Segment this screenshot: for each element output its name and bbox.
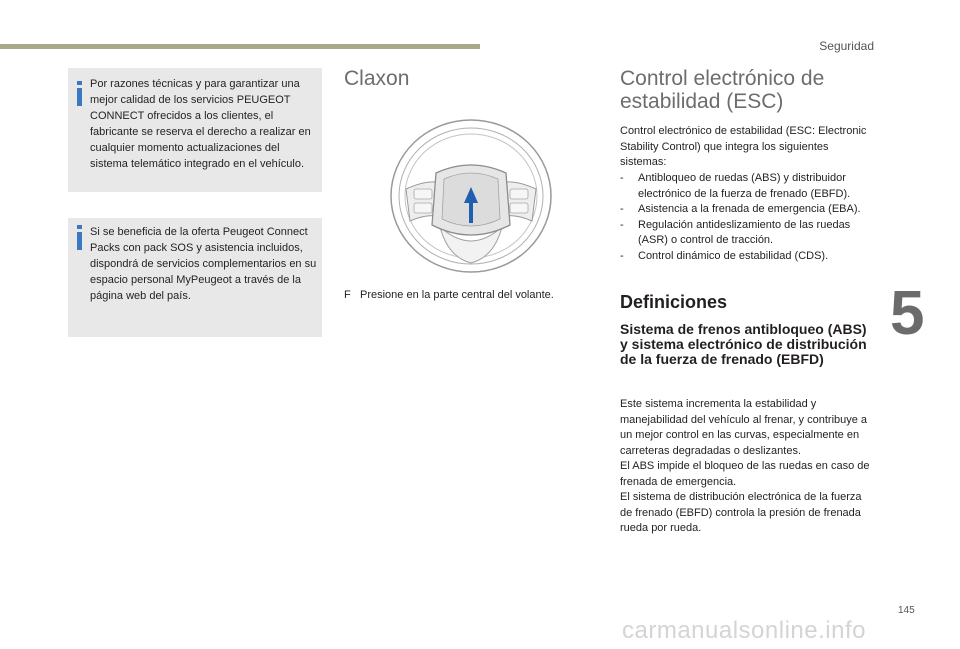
list-item: - Regulación antideslizamiento de las ruedas (ASR) o control de tracción. [620, 218, 851, 246]
esc-system-list [620, 171, 878, 264]
info-icon-dot [77, 81, 82, 85]
abs-ebfd-body [620, 397, 870, 537]
abs-ebfd-heading: Sistema de frenos antibloqueo (ABS) y sistema electrónico de distribución de la fuerza de frenado (EBFD) [620, 321, 867, 367]
section-title: Seguridad [819, 39, 874, 53]
watermark: carmanualsonline.info [622, 617, 866, 644]
info-box-text: Si se beneficia de la oferta Peugeot Connect Packs con pack SOS y asistencia incluidos, dispondrá de servicios complementarios en su espacio personal MyPeugeot a través de la página web del país. [90, 226, 317, 302]
steering-wheel-illustration [388, 117, 554, 275]
paragraph: Este sistema incrementa la estabilidad y manejabilidad del vehículo al frenar, y contribuye a un mejor control en las curvas, especialmente en carreteras degradadas o deslizantes. [620, 398, 868, 457]
chapter-number: 5 [890, 279, 925, 348]
info-icon-dot [77, 225, 82, 229]
claxon-instruction [344, 288, 584, 303]
page-number: 145 [898, 605, 915, 616]
esc-title: Control electrónico de estabilidad (ESC) [620, 67, 825, 113]
esc-intro: Control electrónico de estabilidad (ESC: Electronic Stability Control) que integra los siguientes sistemas: [620, 125, 867, 168]
info-icon [77, 232, 82, 250]
definitions-heading: Definiciones [620, 292, 728, 312]
info-box-sos [68, 218, 322, 337]
list-item: - Antibloqueo de ruedas (ABS) y distribuidor electrónico de la fuerza de frenado (EBFD). [620, 172, 851, 200]
info-icon [77, 88, 82, 106]
claxon-title: Claxon [344, 67, 410, 90]
info-box-connect [68, 68, 322, 192]
header-rule [0, 44, 480, 49]
bullet-symbol: F [344, 289, 351, 301]
paragraph: El sistema de distribución electrónica de la fuerza de frenado (EBFD) controla la presión de frenada rueda por rueda. [620, 491, 862, 534]
list-item: - Control dinámico de estabilidad (CDS). [620, 249, 829, 262]
list-item: - Asistencia a la frenada de emergencia (EBA). [620, 203, 861, 215]
instruction-text: Presione en la parte central del volante. [360, 289, 554, 301]
info-box-text: Por razones técnicas y para garantizar una mejor calidad de los servicios PEUGEOT CONNECT ofrecidos a los clientes, el fabricante se reserva el derecho a realizar en cualquier momento actualizaciones del sistema telemático integrado en el vehículo. [90, 78, 311, 170]
paragraph: El ABS impide el bloqueo de las ruedas en caso de frenada de emergencia. [620, 460, 870, 488]
